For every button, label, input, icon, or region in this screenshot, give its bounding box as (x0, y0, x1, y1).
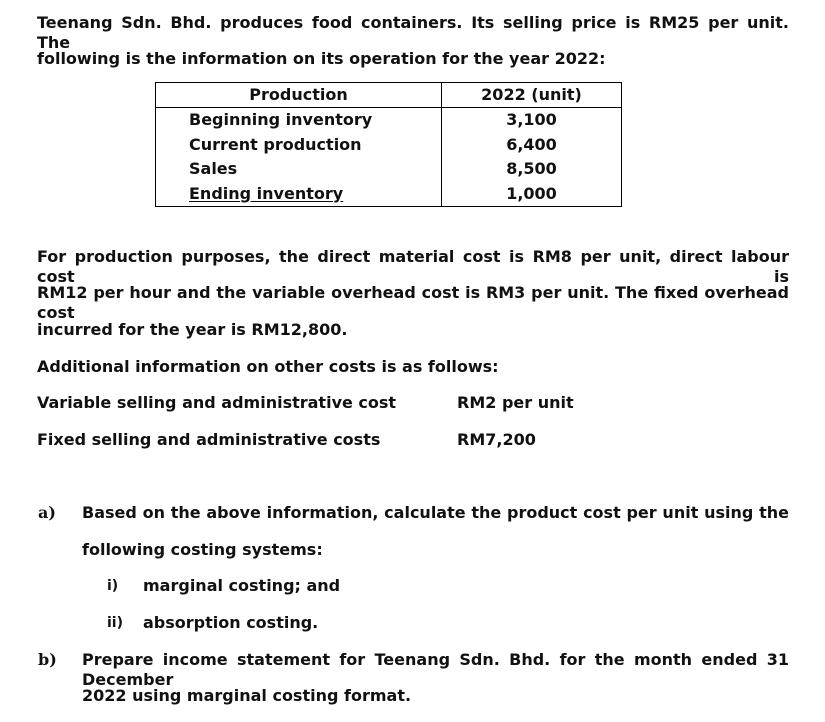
question-a-label: a) (38, 503, 56, 522)
table-row-label: Beginning inventory (189, 110, 373, 129)
production-table (155, 82, 622, 207)
table-header-production: Production (156, 83, 442, 108)
table-row-label: Sales (189, 159, 238, 178)
additional-item-value: RM7,200 (457, 430, 536, 449)
table-row-value: 6,400 (506, 134, 557, 154)
additional-item-label: Variable selling and administrative cost (37, 393, 397, 412)
question-b-line-2: 2022 using marginal costing format. (82, 686, 412, 705)
intro-line-2: following is the information on its operation for the year 2022: (37, 49, 606, 68)
sub-item-text: absorption costing. (143, 613, 319, 632)
intro-line-1: Teenang Sdn. Bhd. produces food containers. Its selling price is RM25 per unit. The (37, 13, 789, 52)
sub-item-label: i) (107, 578, 119, 594)
question-b-label: b) (38, 650, 57, 669)
costs-line-2: RM12 per hour and the variable overhead cost is RM3 per unit. The fixed overhead cost (37, 283, 789, 322)
table-row-label (156, 182, 441, 207)
sub-item-text: marginal costing; and (143, 576, 341, 595)
table-row-label: Current production (189, 134, 362, 154)
table-label-column (156, 108, 442, 207)
table-row-value: 1,000 (506, 183, 557, 203)
table-header-year: 2022 (unit) (442, 83, 622, 108)
question-a-line-1: Based on the above information, calculate the product cost per unit using the (82, 503, 789, 522)
table-row-value: 3,100 (506, 110, 557, 129)
ending-inventory-label: Ending inventory (189, 183, 344, 203)
table-header-row (156, 83, 622, 108)
additional-heading: Additional information on other costs is as follows: (37, 357, 499, 376)
question-b-line-1: Prepare income statement for Teenang Sdn. Bhd. for the month ended 31 December (82, 650, 789, 689)
additional-item-value: RM2 per unit (457, 393, 574, 412)
costs-line-3: incurred for the year is RM12,800. (37, 320, 348, 339)
table-row-value: 8,500 (506, 159, 557, 178)
table-value-column (442, 108, 622, 207)
additional-item-label: Fixed selling and administrative costs (37, 430, 381, 449)
question-a-line-2: following costing systems: (82, 540, 323, 559)
sub-item-label: ii) (107, 615, 123, 631)
table-body-row (156, 108, 622, 207)
costs-line-1: For production purposes, the direct material cost is RM8 per unit, direct labour cost is (37, 247, 789, 286)
